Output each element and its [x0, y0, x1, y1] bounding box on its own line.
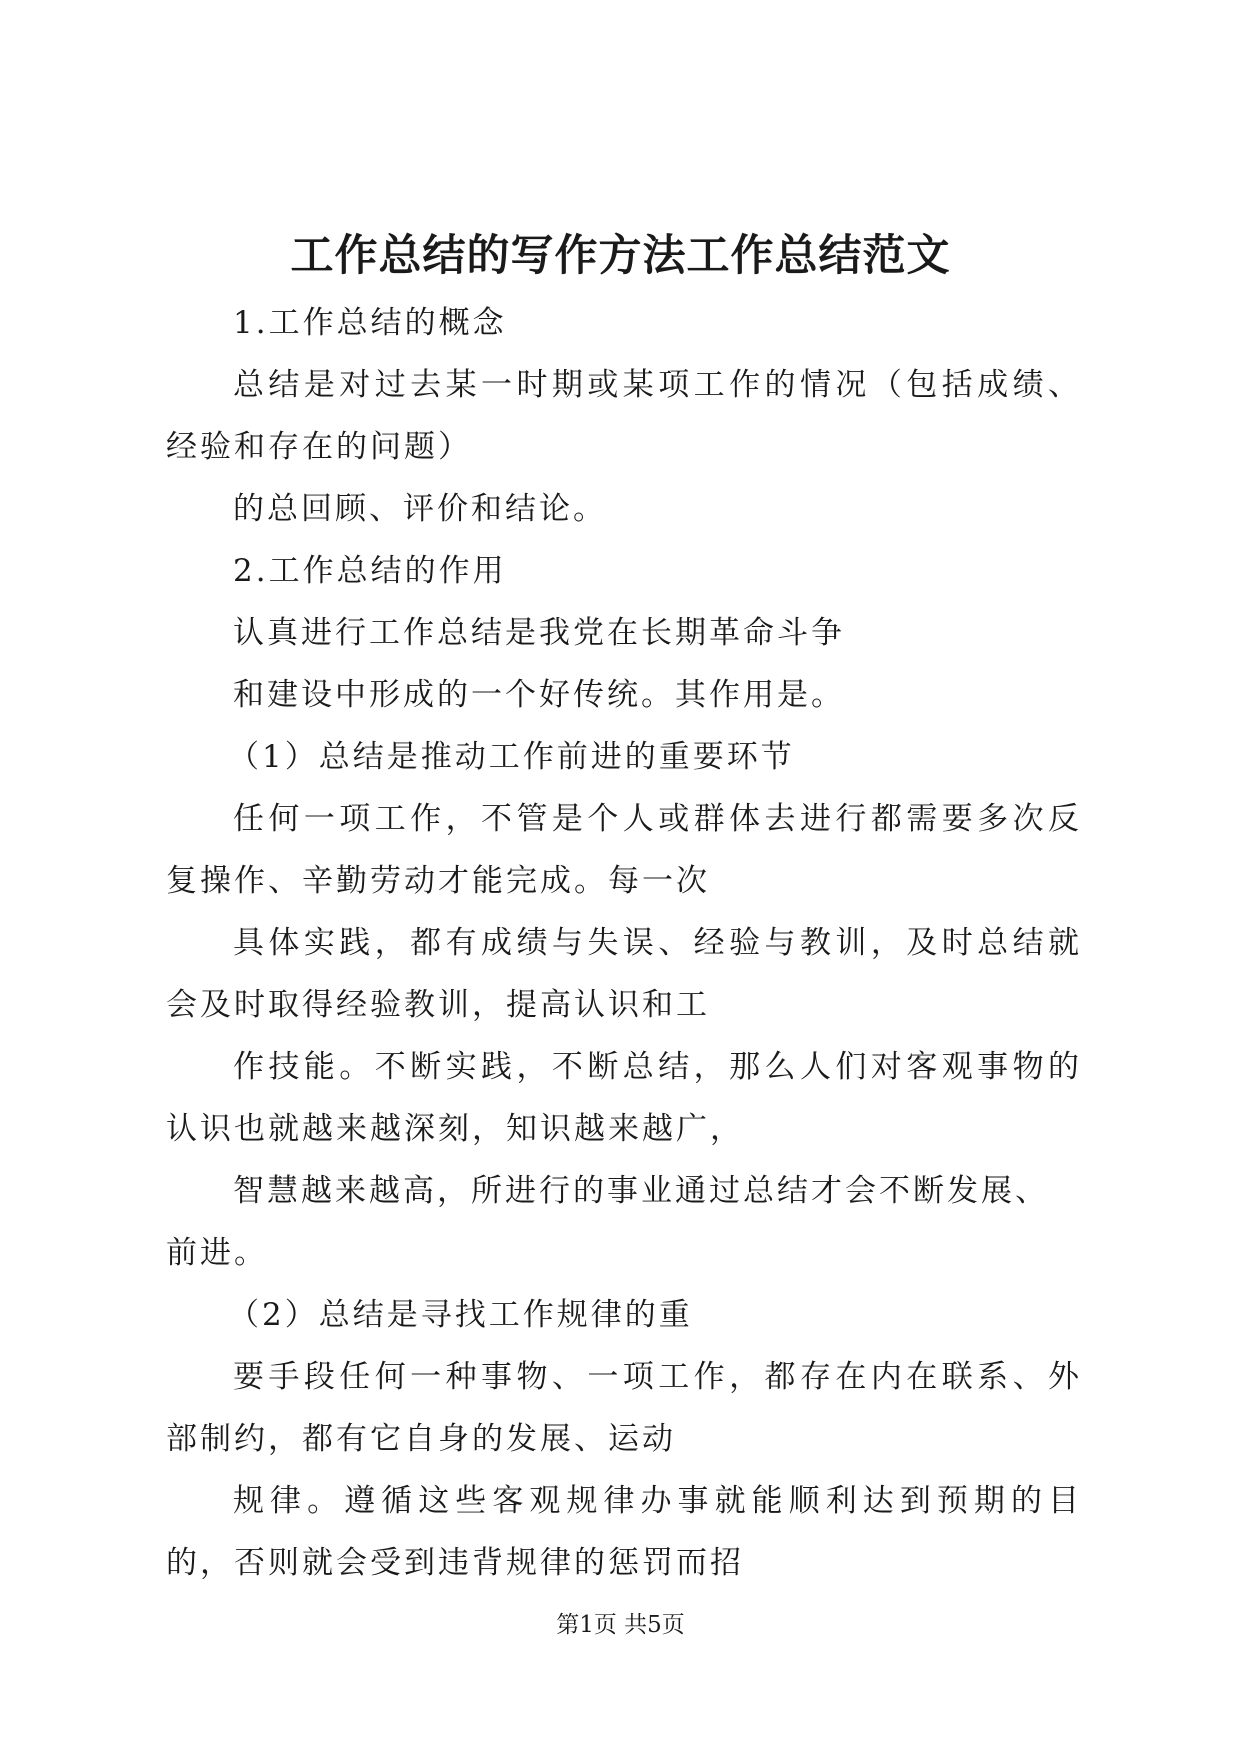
paragraph: 任何一项工作，不管是个人或群体去进行都需要多次反复操作、辛勤劳动才能完成。每一次: [166, 801, 1082, 899]
page-footer: 第1页 共5页: [556, 1612, 685, 1638]
document-body: [166, 292, 1082, 1594]
paragraph: 智慧越来越高，所进行的事业通过总结才会不断发展、前进。: [166, 1173, 1049, 1271]
paragraph: 规律。遵循这些客观规律办事就能顺利达到预期的目的，否则就会受到违背规律的惩罚而招: [166, 1483, 1082, 1581]
paragraph-heading-2: 2.工作总结的作用: [233, 553, 507, 589]
paragraph-subheading-1: （1）总结是推动工作前进的重要环节: [228, 739, 795, 775]
document-title: 工作总结的写作方法工作总结范文: [290, 231, 951, 281]
paragraph: 具体实践，都有成绩与失误、经验与教训，及时总结就会及时取得经验教训，提高认识和工: [166, 925, 1082, 1023]
paragraph: 的总回顾、评价和结论。: [233, 491, 607, 527]
paragraph: 总结是对过去某一时期或某项工作的情况（包括成绩、经验和存在的问题）: [166, 367, 1082, 465]
paragraph-heading-1: 1.工作总结的概念: [233, 305, 507, 341]
paragraph: 认真进行工作总结是我党在长期革命斗争: [233, 615, 845, 651]
paragraph: 和建设中形成的一个好传统。其作用是。: [233, 677, 845, 713]
paragraph: 要手段任何一种事物、一项工作，都存在内在联系、外部制约，都有它自身的发展、运动: [166, 1359, 1082, 1457]
paragraph-subheading-2: （2）总结是寻找工作规律的重: [228, 1297, 693, 1333]
paragraph: 作技能。不断实践，不断总结，那么人们对客观事物的认识也就越来越深刻，知识越来越广，: [166, 1049, 1082, 1147]
